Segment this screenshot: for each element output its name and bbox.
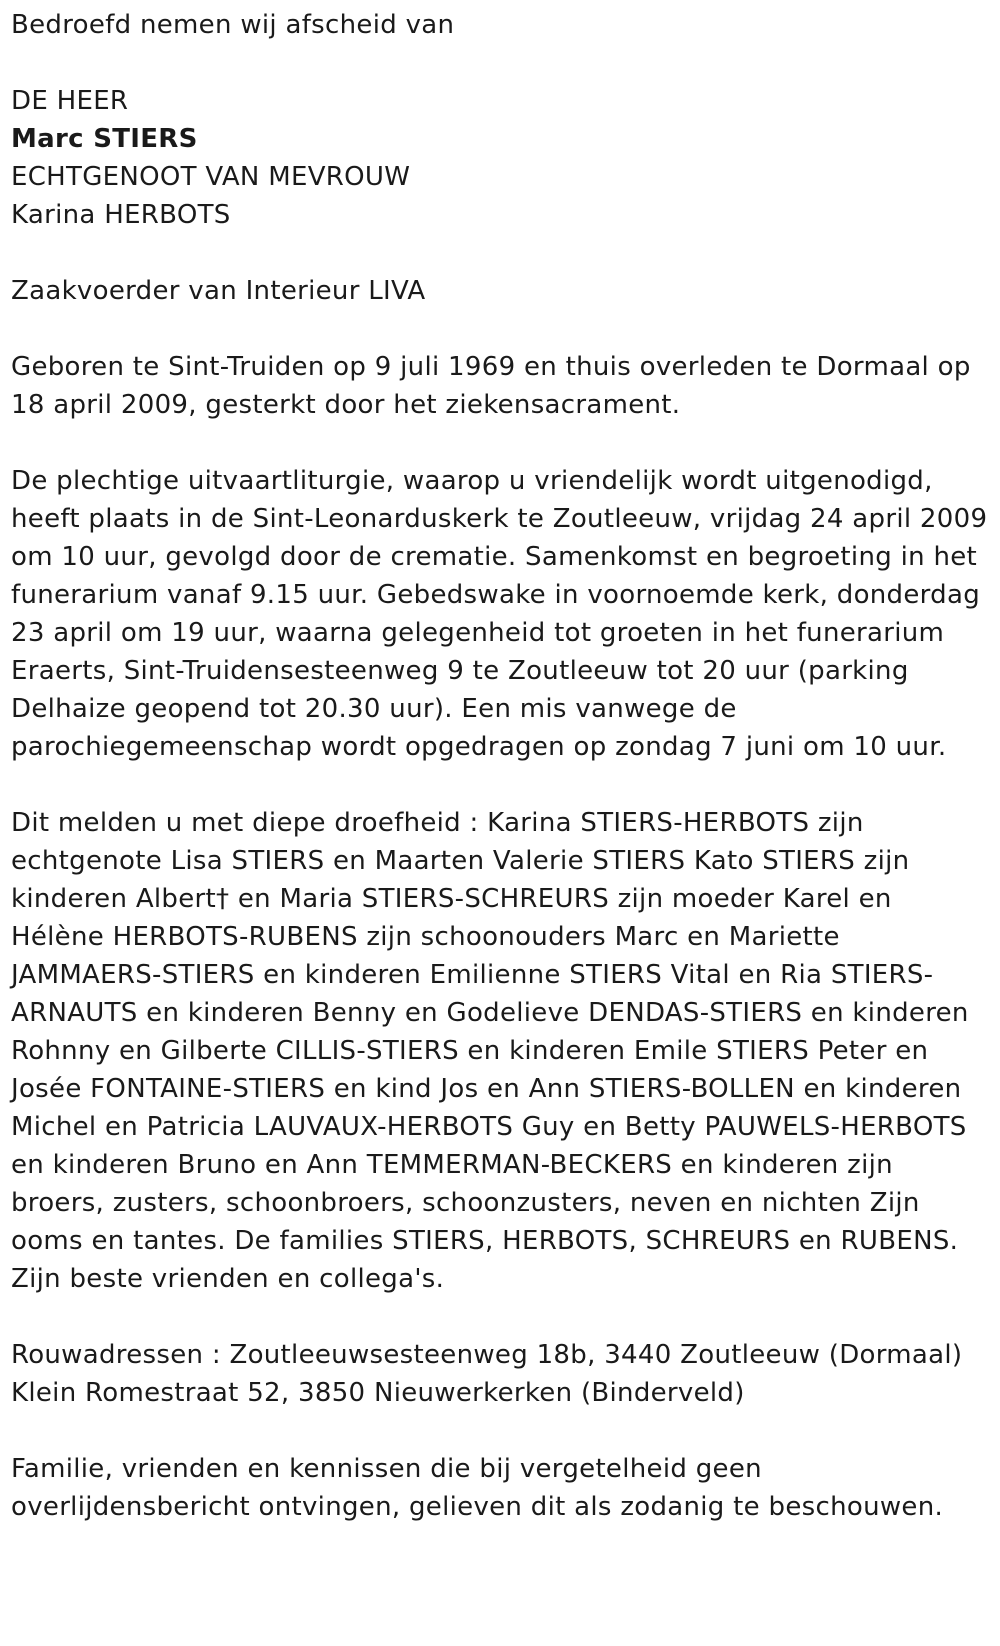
spacer [11, 424, 975, 462]
closing-paragraph [11, 1450, 975, 1526]
funeral-line: funerarium vanaf 9.15 uur. Gebedswake in voornoemde kerk, donderdag [11, 580, 981, 610]
spacer [11, 310, 975, 348]
spacer [11, 44, 975, 82]
funeral-line: De plechtige uitvaartliturgie, waarop u vriendelijk wordt uitgenodigd, [11, 466, 933, 496]
family-line: Hélène HERBOTS-RUBENS zijn schoonouders Marc en Mariette [11, 922, 840, 952]
closing-line: Familie, vrienden en kennissen die bij vergetelheid geen [11, 1454, 762, 1484]
family-paragraph [11, 804, 975, 1298]
funeral-line: Delhaize geopend tot 20.30 uur). Een mis vanwege de [11, 694, 737, 724]
birth-line: Geboren te Sint-Truiden op 9 juli 1969 en thuis overleden te Dormaal op [11, 352, 971, 382]
family-line: ooms en tantes. De families STIERS, HERBOTS, SCHREURS en RUBENS. [11, 1226, 959, 1256]
birth-paragraph [11, 348, 975, 424]
funeral-line: Eraerts, Sint-Truidensesteenweg 9 te Zoutleeuw tot 20 uur (parking [11, 656, 909, 686]
spacer [11, 234, 975, 272]
family-line: Rohnny en Gilberte CILLIS-STIERS en kinderen Emile STIERS Peter en [11, 1036, 929, 1066]
funeral-line: parochiegemeenschap wordt opgedragen op zondag 7 juni om 10 uur. [11, 732, 947, 762]
family-line: Dit melden u met diepe droefheid : Karina STIERS-HERBOTS zijn [11, 808, 864, 838]
spacer [11, 766, 975, 804]
funeral-paragraph [11, 462, 988, 766]
funeral-line: 23 april om 19 uur, waarna gelegenheid tot groeten in het funerarium [11, 618, 945, 648]
funeral-line: om 10 uur, gevolgd door de crematie. Samenkomst en begroeting in het [11, 542, 978, 572]
address-line: Rouwadressen : Zoutleeuwsesteenweg 18b, 3440 Zoutleeuw (Dormaal) [11, 1340, 963, 1370]
family-line: broers, zusters, schoonbroers, schoonzusters, neven en nichten Zijn [11, 1188, 920, 1218]
family-line: echtgenote Lisa STIERS en Maarten Valerie STIERS Kato STIERS zijn [11, 846, 910, 876]
birth-line: 18 april 2009, gesterkt door het ziekensacrament. [11, 390, 681, 420]
intro-text: Bedroefd nemen wij afscheid van [11, 10, 455, 40]
family-line: Michel en Patricia LAUVAUX-HERBOTS Guy en Betty PAUWELS-HERBOTS [11, 1112, 967, 1142]
spouse-name: Karina HERBOTS [11, 200, 231, 230]
spacer [11, 1412, 975, 1450]
closing-line: overlijdensbericht ontvingen, gelieven dit als zodanig te beschouwen. [11, 1492, 944, 1522]
family-line: kinderen Albert† en Maria STIERS-SCHREURS zijn moeder Karel en [11, 884, 892, 914]
occupation-text: Zaakvoerder van Interieur LIVA [11, 276, 426, 306]
deceased-title: DE HEER [11, 86, 129, 116]
address-line: Klein Romestraat 52, 3850 Nieuwerkerken (Binderveld) [11, 1378, 745, 1408]
family-line: JAMMAERS-STIERS en kinderen Emilienne STIERS Vital en Ria STIERS- [11, 960, 934, 990]
family-line: Zijn beste vrienden en collega's. [11, 1264, 445, 1294]
spacer [11, 1298, 975, 1336]
deceased-name: Marc STIERS [11, 124, 198, 154]
family-line: ARNAUTS en kinderen Benny en Godelieve DENDAS-STIERS en kinderen [11, 998, 969, 1028]
family-line: en kinderen Bruno en Ann TEMMERMAN-BECKERS en kinderen zijn [11, 1150, 893, 1180]
spouse-label: ECHTGENOOT VAN MEVROUW [11, 162, 411, 192]
address-paragraph [11, 1336, 975, 1412]
funeral-line: heeft plaats in de Sint-Leonarduskerk te Zoutleeuw, vrijdag 24 april 2009 [11, 504, 988, 534]
family-line: Josée FONTAINE-STIERS en kind Jos en Ann STIERS-BOLLEN en kinderen [11, 1074, 962, 1104]
